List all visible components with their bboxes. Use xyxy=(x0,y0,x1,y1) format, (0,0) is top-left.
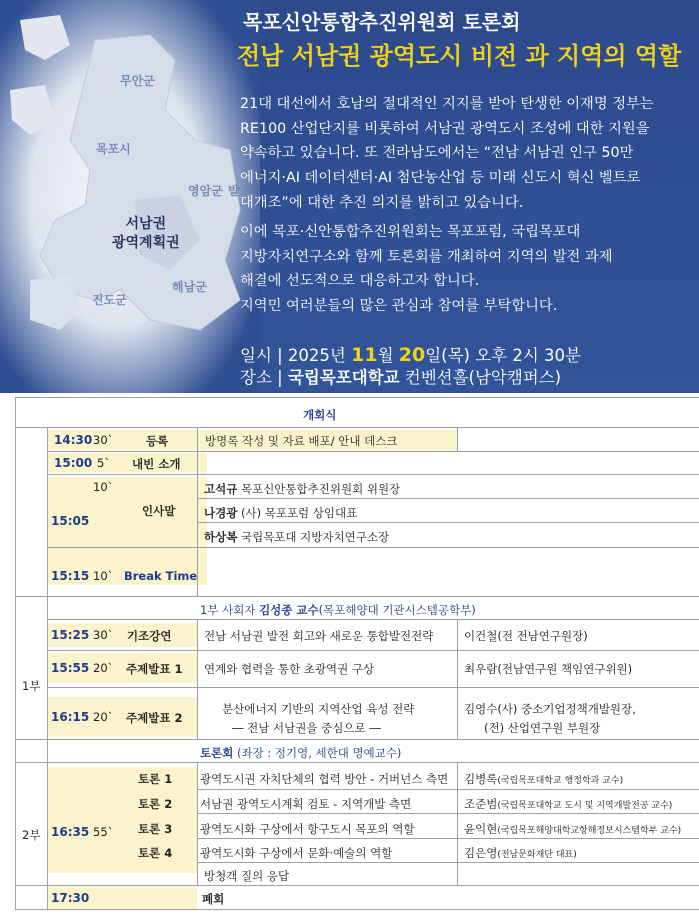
time-1525: 15:25 xyxy=(51,628,90,642)
time-1430: 14:30 xyxy=(54,433,93,447)
speaker-3: 하상복 국립목포대 지방자치연구소장 xyxy=(204,530,390,544)
duration: 20` xyxy=(93,710,114,724)
speaker-2: 나경광 (사) 목포포럼 상임대표 xyxy=(204,506,358,520)
duration: 5` xyxy=(97,456,111,470)
part1-label: 1부 xyxy=(22,679,41,693)
item-greeting: 인사말 xyxy=(142,504,176,518)
item-registration: 등록 xyxy=(146,434,169,448)
duration: 30` xyxy=(93,628,114,642)
item-topic-1: 주제발표 1 xyxy=(126,662,183,676)
item-desc: 방명록 작성 및 자료 배포/ 안내 데스크 xyxy=(205,434,398,448)
schedule-table xyxy=(0,397,699,916)
intro-paragraph-2: 이에 목포·신안통합추진위원회는 목포포럼, 국립목포대 지방자치연구소와 함께 토론회를 개최하여 지역의 발전 과제 해결에 선도적으로 대응하고자 합니다. 지역민 여러분들의 많은 관심과 참여를 부탁합니다. xyxy=(240,224,613,315)
discussion-4-desc: 광역도시화 구상에서 문화·예술의 역할 xyxy=(200,846,393,860)
qa-session: 방청객 질의 응답 xyxy=(204,869,290,883)
time-1615: 16:15 xyxy=(51,710,90,724)
map-label-jindo: 진도군 xyxy=(92,293,127,307)
topic-2-speaker: 김영수(사) 중소기업정책개발원장, xyxy=(464,702,636,716)
intro-paragraph: 21대 대선에서 호남의 절대적인 지지를 받아 탄생한 이재명 정부는 RE100 산업단지를 비롯하여 서남권 광역도시 조성에 대한 지원을 약속하고 있습니다. 또 전라남도에서는 “전남 서남권 인구 50만 에너지·AI 데이터센터·AI 첨단농산업 등 미래 신도시 혁신 벨트로 대개조”에 대한 추진 의지를 밝히고 있습니다. xyxy=(240,96,654,211)
discussion-2-desc: 서남권 광역도시계획 검토 - 지역개발 측면 xyxy=(200,797,412,811)
part1-moderator: 1부 사회자 김성종 교수(목포해양대 기관시스템공학부) xyxy=(200,603,476,617)
topic-2-desc-sub: ― 전남 서남권을 중심으로 ― xyxy=(232,721,381,735)
duration: 10` xyxy=(93,480,114,494)
item-guests: 내빈 소개 xyxy=(132,457,181,471)
keynote-speaker: 이건철(전 전남연구원장) xyxy=(464,629,588,643)
discussion-1-desc: 광역도시권 자치단체의 협력 방안 - 거버넌스 측면 xyxy=(200,772,449,786)
map-label-mokpo: 목포시 xyxy=(96,142,131,156)
time-1515: 15:15 xyxy=(51,569,90,583)
item-topic-2: 주제발표 2 xyxy=(126,711,183,725)
map-main-label: 서남권 광역계획권 xyxy=(112,216,180,251)
item-discussion-2: 토론 2 xyxy=(138,797,173,811)
discussion-3-desc: 광역도시화 구상에서 항구도시 목포의 역할 xyxy=(200,822,415,836)
duration: 20` xyxy=(93,661,114,675)
discussion-3-speaker: 윤익현(국립목포해양대학교항해정보시스템학부 교수) xyxy=(464,822,682,836)
topic-2-desc: 분산에너지 기반의 지역산업 육성 전략 xyxy=(222,702,415,716)
time-1505: 15:05 xyxy=(51,514,90,528)
header-banner xyxy=(0,0,699,393)
discussion-4-speaker: 김은영(전남문화재단 대표) xyxy=(464,846,577,860)
speaker-1: 고석규 목포신안통합추진위원회 위원장 xyxy=(204,482,401,496)
item-closing: 폐회 xyxy=(202,892,225,906)
discussion-header: 토론회 (좌장 : 정기영, 세한대 명예교수) xyxy=(200,746,402,760)
map-label-yeongam: 영암군 xyxy=(188,184,223,198)
part2-label: 2부 xyxy=(22,828,41,842)
topic-2-speaker-sub: (전) 산업연구원 부원장 xyxy=(484,721,601,735)
opening-label: 개회식 xyxy=(303,408,337,422)
event-title: 전남 서남권 광역도시 비전 과 지역의 역할 xyxy=(237,42,682,70)
duration: 30` xyxy=(93,433,114,447)
event-venue: 장소 | 국립목포대학교 컨벤션홀(남악캠퍼스) xyxy=(240,368,562,387)
topic-1-speaker: 최우람(전남연구원 책임연구위원) xyxy=(464,662,633,676)
topic-1-desc: 연계와 협력을 통한 초광역권 구상 xyxy=(204,662,375,676)
map-label-haenam: 해남군 xyxy=(172,280,207,294)
event-date: 일시 | 2025년 11월 20일(목) 오후 2시 30분 xyxy=(240,344,581,366)
break-time: Break Time xyxy=(124,569,198,583)
item-discussion-1: 토론 1 xyxy=(138,772,173,786)
time-1730: 17:30 xyxy=(51,891,90,905)
duration: 55` xyxy=(93,825,114,839)
time-1500: 15:00 xyxy=(54,456,93,470)
duration: 10` xyxy=(93,569,114,583)
item-keynote: 기조강연 xyxy=(127,629,172,643)
item-discussion-4: 토론 4 xyxy=(138,846,173,860)
time-1555: 15:55 xyxy=(51,661,90,675)
discussion-2-speaker: 조준범(국립목포대학교 도시 및 지역개발전공 교수) xyxy=(464,797,673,811)
map-label-muan: 무안군 xyxy=(120,74,155,88)
keynote-desc: 전남 서남권 발전 회고와 새로운 통합발전전략 xyxy=(204,629,434,643)
event-subtitle: 목포신안통합추진위원회 토론회 xyxy=(243,10,521,34)
item-discussion-3: 토론 3 xyxy=(138,822,173,836)
time-1635: 16:35 xyxy=(51,825,90,839)
row-band xyxy=(47,767,197,873)
discussion-1-speaker: 김병록(국립목포대학교 행정학과 교수) xyxy=(464,772,624,786)
map-label-fragment: 발 xyxy=(228,184,240,198)
